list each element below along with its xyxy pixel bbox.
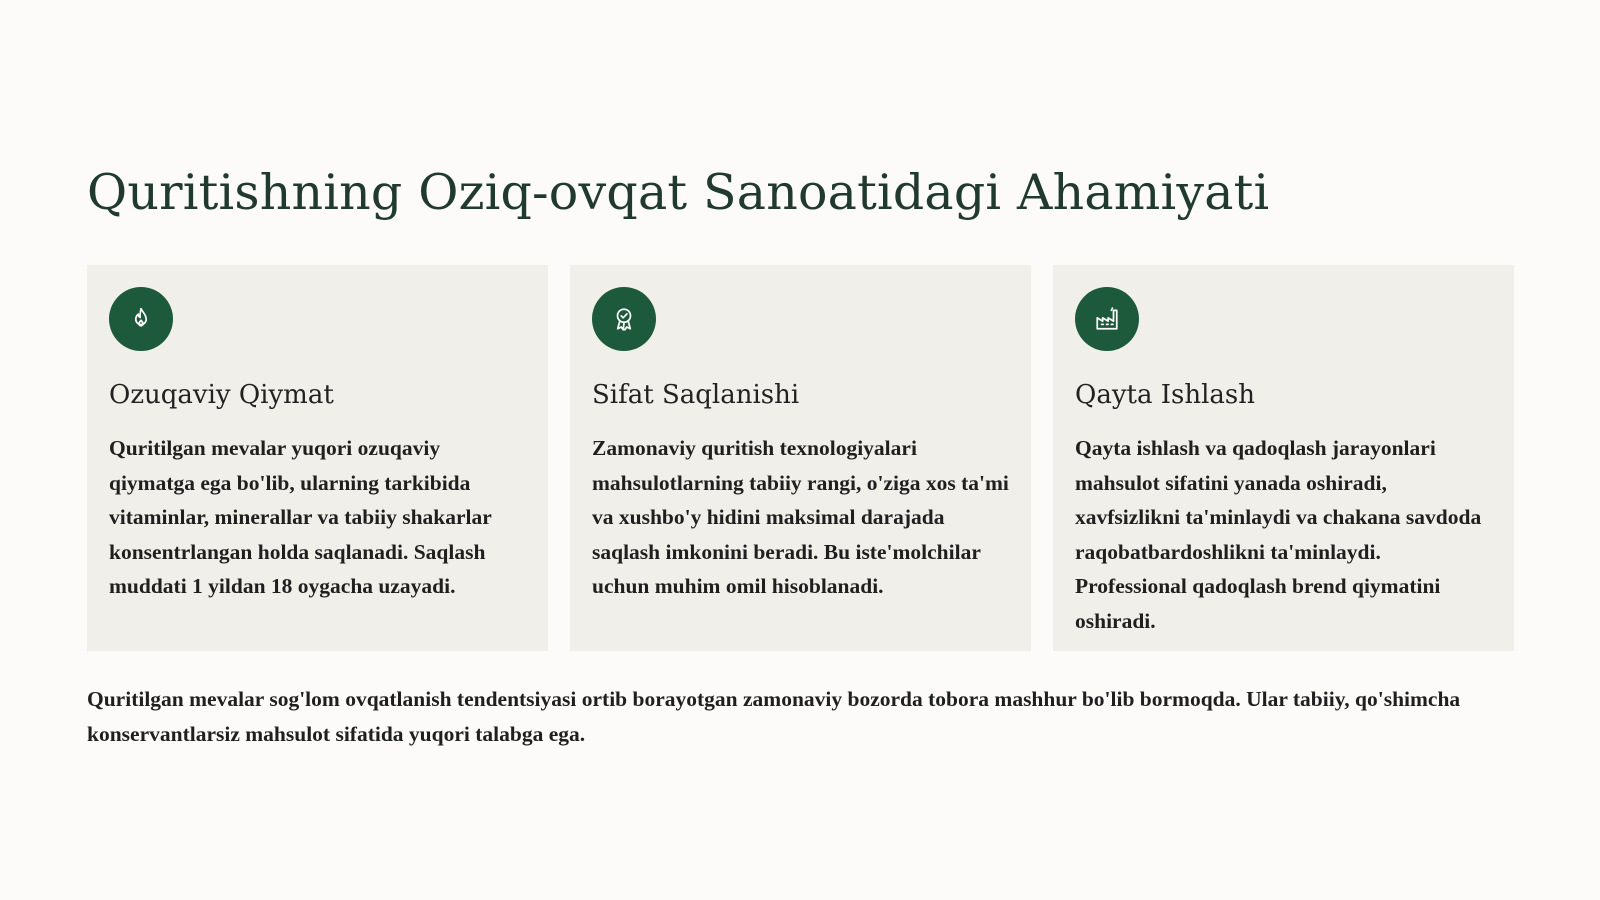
card-icon-badge	[592, 287, 656, 351]
card-text: Quritilgan mevalar yuqori ozuqaviy qiymatga ega bo'lib, ularning tarkibida vitaminlar, minerallar va tabiiy shakarlar konsentrlangan holda saqlanadi. Saqlash muddati 1 yildan 18 oygacha uzayadi.	[109, 436, 492, 598]
card-text: Zamonaviy quritish texnologiyalari mahsulotlarning tabiiy rangi, o'ziga xos ta'mi va xushbo'y hidini maksimal darajada saqlash imkonini beradi. Bu iste'molchilar uchun muhim omil hisoblanadi.	[592, 436, 1009, 598]
card-title: Ozuqaviy Qiymat	[109, 380, 334, 410]
factory-icon	[1094, 306, 1120, 332]
card-icon-badge	[1075, 287, 1139, 351]
card-text: Qayta ishlash va qadoqlash jarayonlari mahsulot sifatini yanada oshiradi, xavfsizlikni ta'minlaydi va chakana savdoda raqobatbardoshlikni ta'minlaydi. Professional qadoqlash brend qiymatini oshiradi.	[1075, 436, 1482, 633]
fire-icon	[128, 306, 154, 332]
card-title: Sifat Saqlanishi	[592, 380, 800, 410]
page-title: Quritishning Oziq-ovqat Sanoatidagi Ahamiyati	[87, 164, 1270, 221]
summary-paragraph: Quritilgan mevalar sog'lom ovqatlanish tendentsiyasi ortib borayotgan zamonaviy bozorda tobora mashhur bo'lib bormoqda. Ular tabiiy, qo'shimcha konservantlarsiz mahsulot sifatida yuqori talabga ega.	[87, 687, 1461, 746]
card-quality-preservation	[570, 265, 1031, 651]
award-badge-icon	[611, 306, 637, 332]
card-icon-badge	[109, 287, 173, 351]
card-nutritional-value	[87, 265, 548, 651]
feature-cards	[87, 265, 1514, 651]
card-title: Qayta Ishlash	[1075, 380, 1255, 410]
card-processing	[1053, 265, 1514, 651]
